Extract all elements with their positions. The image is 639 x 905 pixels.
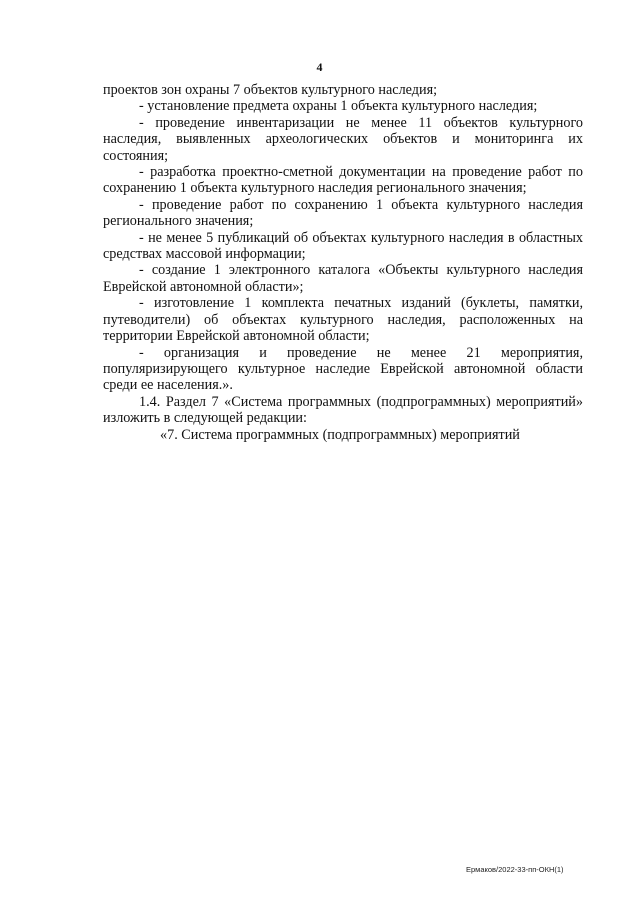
paragraph: проектов зон охраны 7 объектов культурного наследия; [103, 82, 438, 98]
section-heading: «7. Система программных (подпрограммных) мероприятий [160, 426, 520, 443]
paragraph: - организация и проведение не менее 21 мероприятия, популяризирующего культурное наследие Еврейской автономной области среди ее населения.». [103, 344, 583, 394]
paragraph: - разработка проектно-сметной документации на проведение работ по сохранению 1 объекта культурного наследия регионального значения; [103, 164, 583, 197]
paragraph: - проведение инвентаризации не менее 11 объектов культурного наследия, выявленных археологических объектов и мониторинга их состояния; [103, 114, 583, 164]
paragraph: - не менее 5 публикаций об объектах культурного наследия в областных средствах массовой информации; [103, 229, 583, 263]
page-number: 4 [316, 60, 323, 74]
footer-code: Ермаков/2022-33-пп-ОКН(1) [466, 865, 564, 874]
paragraph: - установление предмета охраны 1 объекта культурного наследия; [139, 98, 538, 115]
paragraph: - создание 1 электронного каталога «Объекты культурного наследия Еврейской автономной области»; [103, 262, 583, 295]
paragraph: 1.4. Раздел 7 «Система программных (подпрограммных) мероприятий» изложить в следующей редакции: [103, 393, 583, 427]
paragraph: - изготовление 1 комплекта печатных изданий (буклеты, памятки, путеводители) об объектах культурного наследия, расположенных на территории Еврейской автономной области; [103, 295, 583, 345]
document-body [103, 82, 583, 443]
paragraph: - проведение работ по сохранению 1 объекта культурного наследия регионального значения; [103, 196, 583, 230]
